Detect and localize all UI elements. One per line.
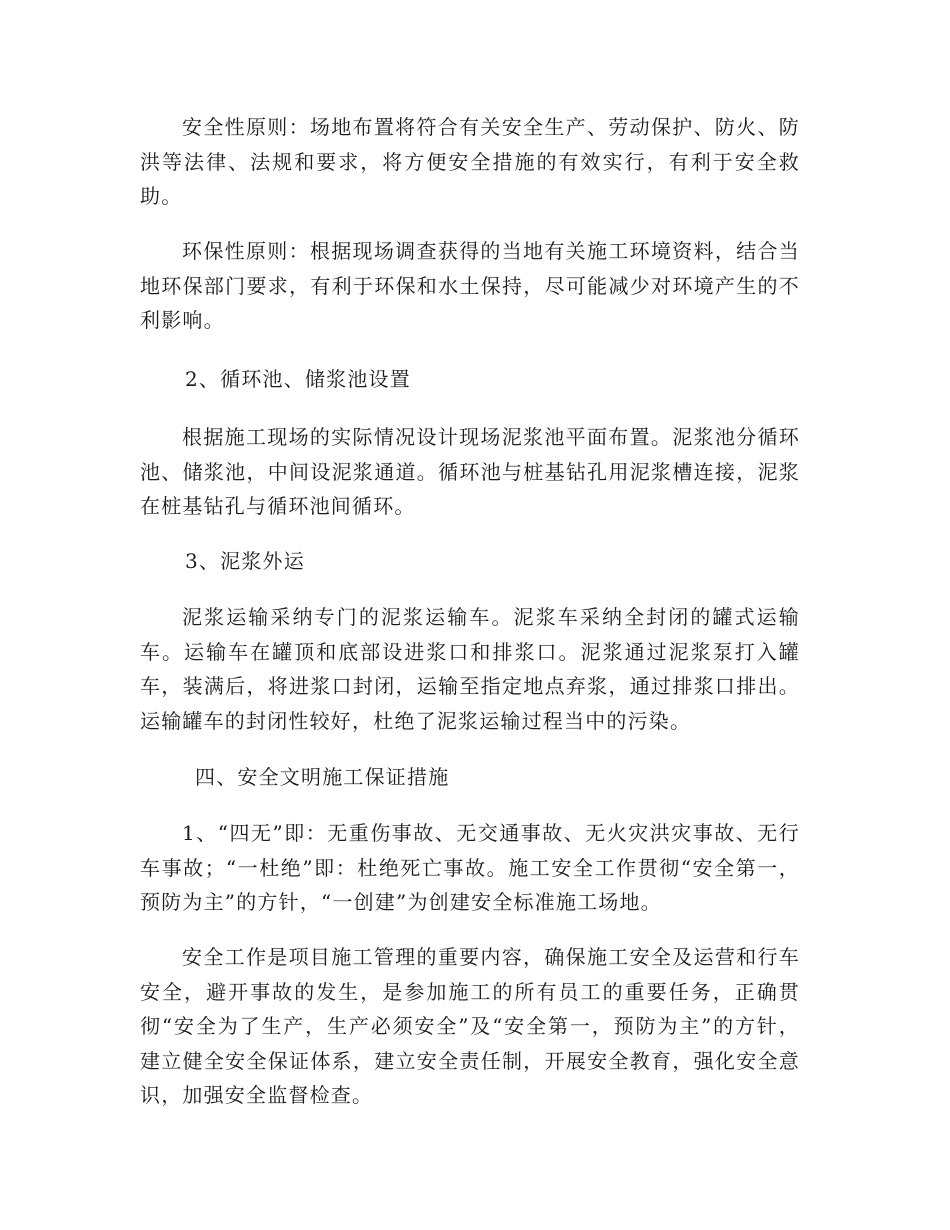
section-heading-3: 3、泥浆外运 xyxy=(185,549,305,573)
paragraph-safety-principle: 安全性原则：场地布置将符合有关安全生产、劳动保护、防火、防洪等法律、法规和要求，将方便安全措施的有效实行，有利于安全救助。 xyxy=(140,115,800,208)
paragraph-slurry-transport: 泥浆运输采纳专门的泥浆运输车。泥浆车采纳全封闭的罐式运输车。运输车在罐顶和底部设进浆口和排浆口。泥浆通过泥浆泵打入罐车，装满后，将进浆口封闭，运输至指定地点弃浆，通过排浆口排出。运输罐车的封闭性较好，杜绝了泥浆运输过程当中的污染。 xyxy=(140,605,800,733)
paragraph-pool-layout: 根据施工现场的实际情况设计现场泥浆池平面布置。泥浆池分循环池、储浆池，中间设泥浆通道。循环池与桩基钻孔用泥浆槽连接，泥浆在桩基钻孔与循环池间循环。 xyxy=(140,425,800,518)
paragraph-four-none: 1、“四无”即：无重伤事故、无交通事故、无火灾洪灾事故、无行车事故；“一杜绝”即：杜绝死亡事故。施工安全工作贯彻“安全第一，预防为主”的方针，“一创建”为创建安全标准施工场地。 xyxy=(140,821,800,914)
section-heading-4: 四、安全文明施工保证措施 xyxy=(195,765,450,789)
paragraph-safety-work: 安全工作是项目施工管理的重要内容，确保施工安全及运营和行车安全，避开事故的发生，是参加施工的所有员工的重要任务，正确贯彻“安全为了生产，生产必须安全”及“安全第一，预防为主”的方针，建立健全安全保证体系，建立安全责任制，开展安全教育，强化安全意识，加强安全监督检查。 xyxy=(140,945,800,1107)
section-heading-2: 2、循环池、储浆池设置 xyxy=(185,367,411,391)
paragraph-environment-principle: 环保性原则：根据现场调查获得的当地有关施工环境资料，结合当地环保部门要求，有利于环保和水土保持，尽可能减少对环境产生的不利影响。 xyxy=(140,239,800,332)
